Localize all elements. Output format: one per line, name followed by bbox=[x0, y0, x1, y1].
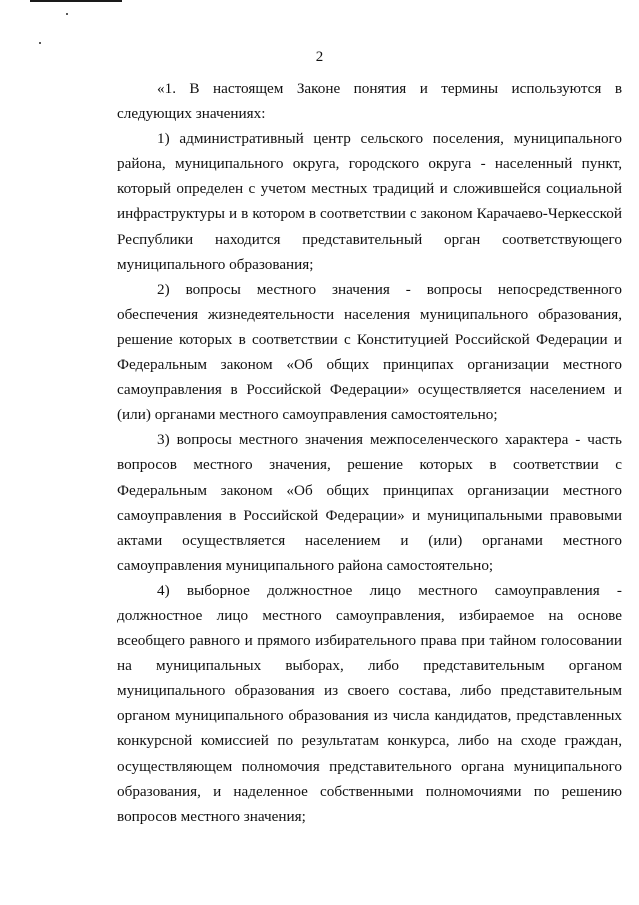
page-number: 2 bbox=[315, 49, 324, 65]
paragraph-item-2: 2) вопросы местного значения - вопросы непосредственного обеспечения жизнедеятельности населения муниципального образования, решение которых в соответствии с Конституцией Российской Федерации и Федеральным законом «Об общих принципах организации местного самоуправления в Российской Федерации» осуществляется населением и (или) органами местного самоуправления самостоятельно; bbox=[117, 280, 622, 424]
paragraph-item-1: 1) административный центр сельского поселения, муниципального района, муниципального округа, городского округа - населенный пункт, который определен с учетом местных традиций и сложившейся социальной инфраструктуры и в котором в соответствии с законом Карачаево-Черкесской Республики находится представительный орган соответствующего муниципального образования; bbox=[117, 130, 622, 273]
scan-speck bbox=[66, 13, 68, 15]
document-body bbox=[117, 76, 622, 829]
scan-speck bbox=[39, 42, 41, 44]
paragraph-item-3: 3) вопросы местного значения межпоселенческого характера - часть вопросов местного значения, решение которых в соответствии с Федеральным законом «Об общих принципах организации местного самоуправления в Российской Федерации» и муниципальными правовыми актами осуществляется населением и (или) органами местного самоуправления муниципального района самостоятельно; bbox=[117, 431, 622, 574]
paragraph-intro: «1. В настоящем Законе понятия и термины используются в следующих значениях: bbox=[117, 80, 622, 123]
scan-edge-line bbox=[30, 0, 122, 2]
paragraph-item-4: 4) выборное должностное лицо местного самоуправления - должностное лицо местного самоуправления, избираемое на основе всеобщего равного и прямого избирательного права при тайном голосовании на муниципальных выборах, либо представительным органом муниципального образования из своего состава, либо представительным органом муниципального образования из числа кандидатов, представленных конкурсной комиссией по результатам конкурса, либо на сходе граждан, осуществляющем полномочия представительного органа муниципального образования, и наделенное собственными полномочиями по решению вопросов местного значения; bbox=[117, 581, 622, 825]
